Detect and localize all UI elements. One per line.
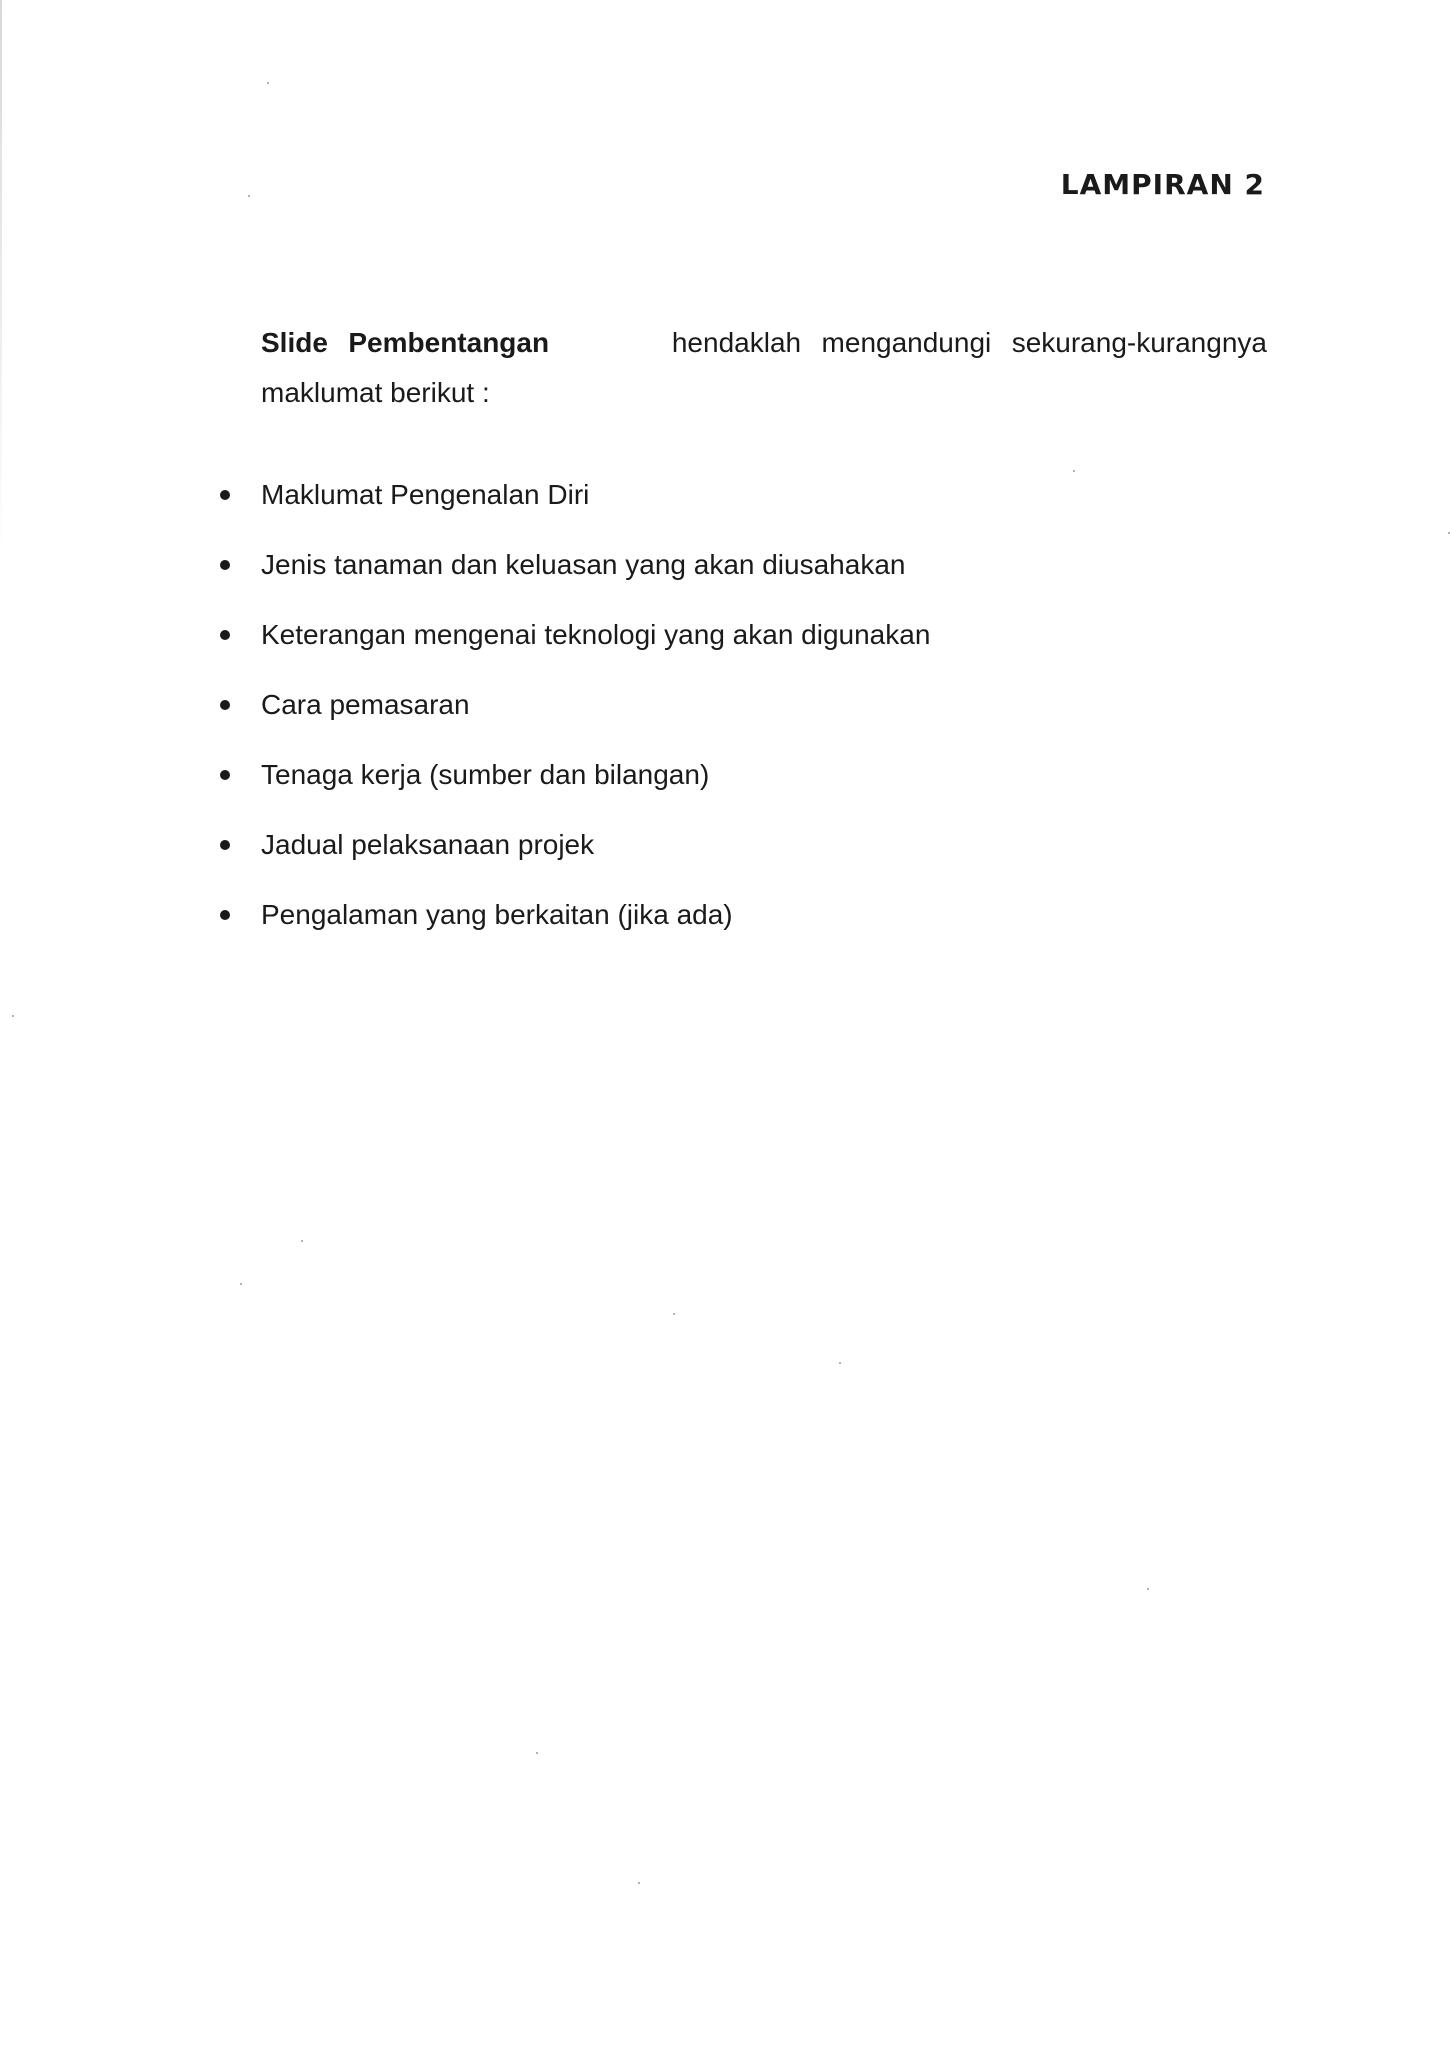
bullet-icon bbox=[220, 840, 230, 850]
intro-paragraph bbox=[261, 318, 1267, 418]
list-item-text: Maklumat Pengenalan Diri bbox=[261, 479, 590, 510]
scan-speck bbox=[267, 82, 269, 84]
list-item bbox=[216, 610, 930, 680]
list-item-text: Jadual pelaksanaan projek bbox=[261, 829, 595, 860]
scan-speck bbox=[638, 1882, 640, 1884]
scan-speck bbox=[673, 1313, 675, 1315]
list-item-text: Pengalaman yang berkaitan (jika ada) bbox=[261, 899, 733, 930]
list-item-text: Cara pemasaran bbox=[261, 689, 470, 720]
bullet-icon bbox=[220, 490, 230, 500]
scan-speck bbox=[536, 1752, 538, 1754]
scan-edge-shadow bbox=[0, 0, 2, 560]
list-item bbox=[216, 820, 930, 890]
list-item bbox=[216, 540, 930, 610]
list-item-text: Jenis tanaman dan keluasan yang akan diusahakan bbox=[261, 549, 906, 580]
bullet-icon bbox=[220, 630, 230, 640]
bullet-icon bbox=[220, 560, 230, 570]
scan-speck bbox=[12, 1015, 14, 1017]
list-item-text: Keterangan mengenai teknologi yang akan digunakan bbox=[261, 619, 931, 650]
scan-speck bbox=[240, 1283, 242, 1285]
scan-speck bbox=[1147, 1588, 1149, 1590]
list-item bbox=[216, 470, 930, 540]
scan-speck bbox=[301, 1240, 303, 1242]
intro-bold-term: Slide Pembentangan bbox=[261, 327, 550, 358]
scan-speck bbox=[839, 1362, 841, 1364]
page-heading: LAMPIRAN 2 bbox=[1060, 168, 1265, 201]
bullet-icon bbox=[220, 910, 230, 920]
scan-speck bbox=[248, 195, 250, 197]
list-item bbox=[216, 680, 930, 750]
requirements-list bbox=[216, 470, 930, 960]
intro-text: hendaklah mengandungi sekurang-kurangnya maklumat berikut : bbox=[261, 327, 1267, 408]
bullet-icon bbox=[220, 770, 230, 780]
list-item bbox=[216, 890, 930, 960]
list-item bbox=[216, 750, 930, 820]
list-item-text: Tenaga kerja (sumber dan bilangan) bbox=[261, 759, 710, 790]
bullet-icon bbox=[220, 700, 230, 710]
scan-speck bbox=[1073, 470, 1075, 472]
